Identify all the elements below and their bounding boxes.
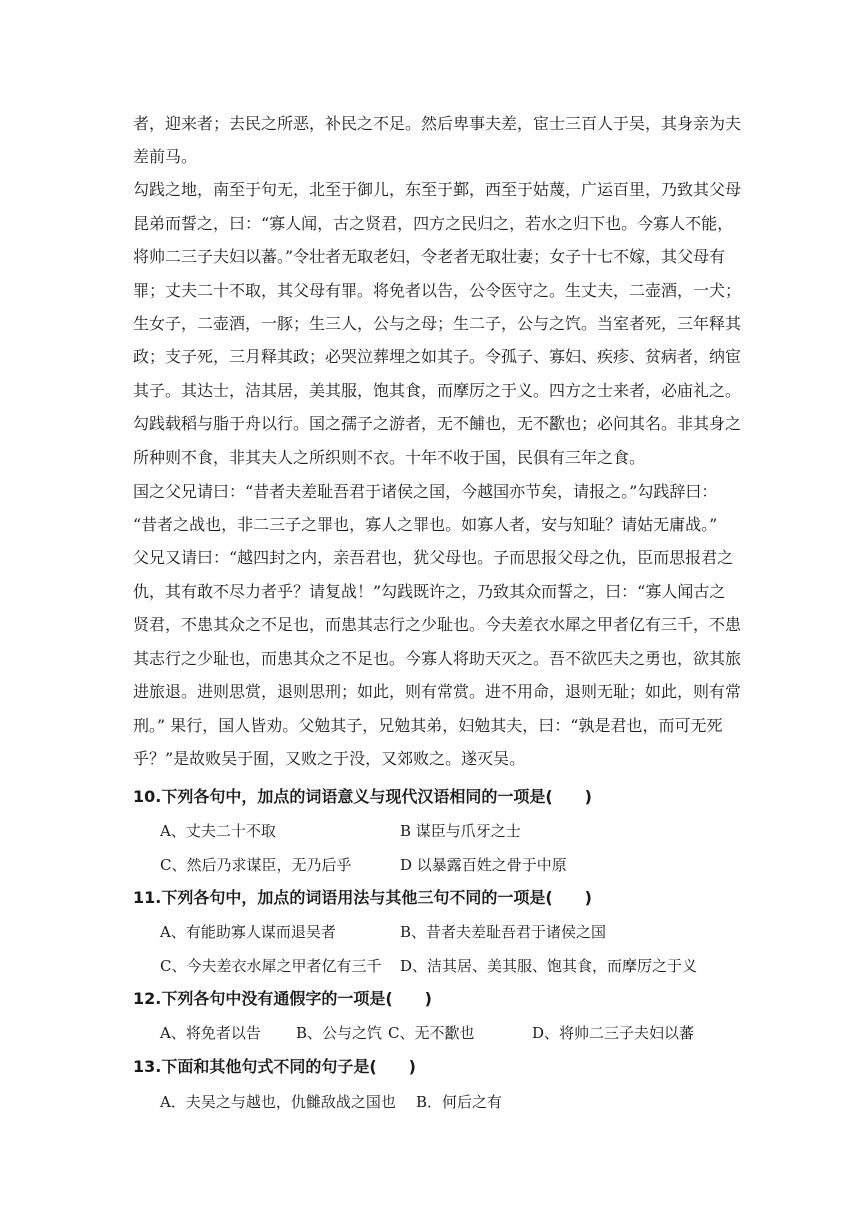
answer-option-b: B 谋臣与爪牙之士 — [400, 822, 521, 840]
passage-line: 其子。其达士，洁其居，美其服，饱其食，而摩厉之于义。四方之士来者，必庙礼之。 — [133, 381, 742, 400]
answer-option-a: A、有能助寡人谋而退吴者 — [160, 923, 336, 941]
question-stem: 11.下列各句中，加点的词语用法与其他三句不同的一项是( ) — [133, 888, 592, 907]
answer-option-d: D、将帅二三子夫妇以蕃 — [532, 1024, 695, 1042]
passage-line: 父兄又请曰：“越四封之内，亲吾君也，犹父母也。子而思报父母之仇，臣而思报君之 — [133, 548, 734, 567]
answer-option-a: A、将免者以告 — [160, 1024, 261, 1042]
passage-line: 刑。” 果行，国人皆劝。父勉其子，兄勉其弟，妇勉其夫，曰：“孰是君也，而可无死 — [133, 716, 723, 735]
question-stem: 10.下列各句中，加点的词语意义与现代汉语相同的一项是( ) — [133, 787, 592, 806]
passage-line: 乎？”是故败吴于囿，又败之于没，又郊败之。遂灭吴。 — [133, 749, 526, 768]
answer-option-c: C、无不歠也 — [388, 1024, 475, 1042]
passage-line: 贤君，不患其众之不足也，而患其志行之少耻也。今夫差衣水犀之甲者亿有三千，不患 — [133, 615, 742, 634]
question-stem: 12.下列各句中没有通假字的一项是( ) — [133, 989, 432, 1008]
answer-option-b: B、公与之饩 — [296, 1024, 383, 1042]
passage-line: 勾践之地，南至于句无，北至于御儿，东至于鄞，西至于姑蔑，广运百里，乃致其父母 — [133, 180, 742, 199]
passage-line: 将帅二三子夫妇以蕃。”令壮者无取老妇，令老者无取壮妻；女子十七不嫁，其父母有 — [133, 247, 726, 266]
answer-option-a: A、丈夫二十不取 — [160, 822, 276, 840]
passage-line: 勾践载稻与脂于舟以行。国之孺子之游者，无不餔也，无不歠也；必问其名。非其身之 — [133, 414, 742, 433]
passage-line: 进旅退。进则思赏，退则思刑；如此，则有常赏。进不用命，退则无耻；如此，则有常 — [133, 682, 742, 701]
answer-option-d: D、洁其居、美其服、饱其食，而摩厉之于义 — [400, 957, 698, 975]
answer-option-a: A．夫吴之与越也，仇雠敌战之国也 — [160, 1093, 396, 1111]
passage-line: 其志行之少耻也，而患其众之不足也。今寡人将助天灭之。吾不欲匹夫之勇也，欲其旅 — [133, 649, 742, 668]
question-stem: 13.下面和其他句式不同的句子是( ) — [133, 1057, 416, 1076]
passage-line: 昆弟而誓之，曰：“寡人闻，古之贤君，四方之民归之，若水之归下也。今寡人不能， — [133, 214, 734, 233]
answer-option-c: C、然后乃求谋臣，无乃后乎 — [160, 856, 352, 874]
passage-line: 生女子，二壶酒，一豚；生三人，公与之母；生二子，公与之饩。当室者死，三年释其 — [133, 314, 742, 333]
passage-line: 者，迎来者；去民之所恶，补民之不足。然后卑事夫差，宦士三百人于吴，其身亲为夫 — [133, 114, 742, 133]
answer-option-b: B、昔者夫差耻吾君于诸侯之国 — [400, 923, 607, 941]
passage-line: 仇，其有敢不尽力者乎？请复战！”勾践既许之，乃致其众而誓之，曰：“寡人闻古之 — [133, 582, 726, 601]
passage-line: 罪；丈夫二十不取，其父母有罪。将免者以告，公令医守之。生丈夫，二壶酒，一犬； — [133, 281, 742, 300]
passage-line: 国之父兄请曰：“昔者夫差耻吾君于诸侯之国，今越国亦节矣，请报之。”勾践辞曰： — [133, 482, 718, 501]
answer-option-b: B．何后之有 — [416, 1093, 503, 1111]
passage-line: 所种则不食，非其夫人之所织则不衣。十年不收于国，民俱有三年之食。 — [133, 448, 646, 467]
passage-line: 差前马。 — [133, 147, 198, 166]
passage-line: 政；支子死，三月释其政；必哭泣葬埋之如其子。令孤子、寡妇、疾疹、贫病者，纳宦 — [133, 347, 742, 366]
passage-line: “昔者之战也，非二三子之罪也，寡人之罪也。如寡人者，安与知耻？请姑无庸战。” — [133, 515, 718, 534]
answer-option-d: D 以暴露百姓之骨于中原 — [400, 856, 567, 874]
answer-option-c: C、今夫差衣水犀之甲者亿有三千 — [160, 957, 382, 975]
